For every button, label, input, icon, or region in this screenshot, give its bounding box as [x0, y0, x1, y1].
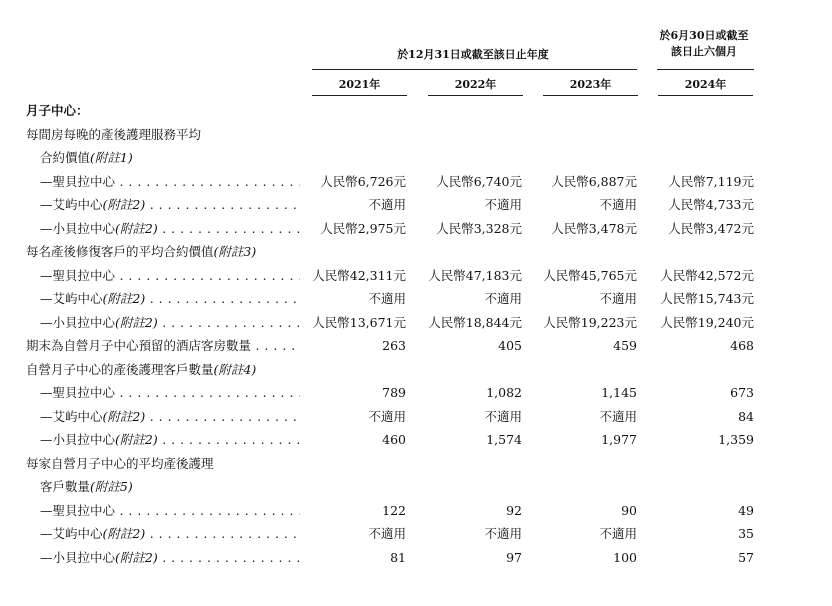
- value-cell: 人民幣15,743元: [660, 291, 754, 306]
- row-label: [40, 526, 300, 542]
- table-row: [0, 194, 832, 216]
- table-row: [0, 476, 832, 498]
- value-cell: 人民幣13,671元: [312, 314, 406, 330]
- value-cell: 673: [730, 385, 754, 400]
- footnote-ref: (附註2): [102, 197, 146, 212]
- year-2021-rule: [312, 95, 407, 96]
- row-label: [26, 362, 256, 378]
- row-label: [26, 103, 89, 119]
- table-row: [0, 147, 832, 169]
- value-cell: 不適用: [368, 408, 406, 424]
- value-cell: 90: [621, 502, 637, 518]
- table-row: [0, 171, 832, 193]
- footnote-ref: (附註2): [115, 549, 158, 565]
- value-cell: 122: [382, 502, 406, 518]
- table-row: [0, 500, 832, 522]
- row-label-text: —聖貝拉中心: [40, 173, 116, 189]
- row-label: [40, 291, 300, 307]
- value-cell: 84: [738, 408, 754, 424]
- footnote-ref: (附註4): [213, 361, 257, 377]
- row-label-text: —小貝拉中心: [40, 220, 116, 236]
- value-cell: 460: [382, 432, 406, 447]
- value-cell: 人民幣42,311元: [312, 267, 406, 283]
- annual-period-label: 於12月31日或截至該日止年度: [397, 48, 549, 61]
- value-cell: 人民幣6,887元: [551, 173, 637, 189]
- row-label-text: —艾屿中心: [40, 526, 103, 541]
- table-row: [0, 453, 832, 475]
- row-label-text: —艾屿中心: [40, 408, 103, 424]
- value-cell: 1,082: [486, 385, 522, 400]
- value-cell: 人民幣3,478元: [551, 220, 637, 236]
- row-label: [26, 338, 300, 354]
- footnote-ref: (附註3): [213, 244, 257, 259]
- row-label: [40, 315, 300, 331]
- footnote-ref: (附註2): [102, 526, 146, 541]
- row-label: [26, 456, 214, 472]
- value-cell: 1,145: [601, 385, 637, 400]
- value-cell: 人民幣19,223元: [543, 314, 637, 330]
- table-row: [0, 288, 832, 310]
- value-cell: 不適用: [599, 408, 637, 424]
- row-label-text: —聖貝拉中心: [40, 385, 116, 400]
- row-label-text: 客戶數量: [40, 479, 91, 494]
- table-row: [0, 335, 832, 357]
- value-cell: 人民幣3,472元: [668, 220, 754, 236]
- row-label: [26, 127, 201, 143]
- value-cell: 789: [382, 385, 406, 400]
- row-label: [40, 385, 300, 401]
- row-label-text: 自營月子中心的產後護理客戶數量: [26, 361, 214, 377]
- row-label-text: 期末為自營月子中心預留的酒店客房數量: [26, 338, 252, 353]
- row-label: [40, 409, 300, 425]
- table-row: [0, 547, 832, 569]
- table-row: [0, 523, 832, 545]
- row-label-text: —艾屿中心: [40, 291, 103, 306]
- row-label-text: —小貝拉中心: [40, 432, 116, 447]
- value-cell: 81: [390, 549, 406, 565]
- value-cell: 人民幣7,119元: [668, 173, 754, 189]
- row-label: [26, 244, 256, 260]
- row-label: [40, 503, 300, 519]
- row-label: [40, 479, 133, 495]
- row-label-text: —小貝拉中心: [40, 549, 116, 565]
- value-cell: 不適用: [484, 526, 522, 541]
- row-label: [40, 550, 300, 566]
- row-label: [40, 174, 300, 190]
- value-cell: 不適用: [599, 197, 637, 212]
- table-row: [0, 312, 832, 334]
- footnote-ref: (附註1): [90, 150, 133, 165]
- year-2024-header: 2024年: [684, 78, 727, 91]
- table-row: [0, 382, 832, 404]
- value-cell: 不適用: [368, 526, 406, 541]
- footnote-ref: (附註2): [115, 220, 158, 236]
- table-row: [0, 265, 832, 287]
- footnote-ref: (附註5): [90, 479, 133, 494]
- value-cell: 100: [613, 549, 637, 565]
- interim-period-label-line1: 於6月30日或截至: [659, 29, 749, 42]
- value-cell: 468: [730, 338, 754, 353]
- row-label-text: 合約價值: [40, 150, 91, 165]
- row-label-text: —小貝拉中心: [40, 314, 116, 330]
- value-cell: 不適用: [368, 197, 406, 212]
- value-cell: 人民幣6,726元: [320, 173, 406, 189]
- value-cell: 人民幣6,740元: [436, 173, 522, 189]
- row-label-text: 每間房每晚的產後護理服務平均: [26, 126, 202, 142]
- value-cell: 人民幣42,572元: [660, 267, 754, 283]
- table-row: [0, 406, 832, 428]
- value-cell: 不適用: [599, 526, 637, 541]
- value-cell: 不適用: [484, 197, 522, 212]
- value-cell: 92: [506, 502, 522, 518]
- value-cell: 人民幣18,844元: [428, 314, 522, 330]
- row-label: [40, 197, 300, 213]
- footnote-ref: (附註2): [115, 314, 158, 330]
- value-cell: 不適用: [484, 408, 522, 424]
- value-cell: 不適用: [484, 291, 522, 306]
- row-label-text: 每家自營月子中心的平均產後護理: [26, 455, 214, 471]
- row-label-text: —艾屿中心: [40, 197, 103, 212]
- footnote-ref: (附註2): [115, 432, 158, 447]
- year-2022-header: 2022年: [454, 78, 497, 91]
- value-cell: 人民幣2,975元: [320, 220, 406, 236]
- value-cell: 35: [738, 526, 754, 541]
- value-cell: 57: [738, 549, 754, 565]
- value-cell: 人民幣47,183元: [428, 267, 522, 283]
- footnote-ref: (附註2): [102, 408, 146, 424]
- table-row: [0, 124, 832, 146]
- year-2024-rule: [658, 95, 753, 96]
- value-cell: 405: [498, 338, 522, 353]
- year-2021-header: 2021年: [338, 78, 381, 91]
- row-label: [40, 221, 300, 237]
- value-cell: 不適用: [599, 291, 637, 306]
- value-cell: 人民幣19,240元: [660, 314, 754, 330]
- value-cell: 459: [613, 338, 637, 353]
- value-cell: 1,574: [486, 432, 522, 447]
- value-cell: 97: [506, 549, 522, 565]
- table-row: [0, 359, 832, 381]
- row-label-text: 月子中心：: [26, 103, 89, 118]
- table-row: [0, 100, 832, 122]
- footnote-ref: (附註2): [102, 291, 146, 306]
- value-cell: 49: [738, 502, 754, 518]
- annual-header-rule: [312, 69, 637, 70]
- table-row: [0, 218, 832, 240]
- year-2022-rule: [428, 95, 523, 96]
- value-cell: 人民幣4,733元: [668, 197, 754, 212]
- interim-period-label-line2: 該日止六個月: [671, 45, 737, 58]
- value-cell: 1,359: [718, 432, 754, 447]
- row-label-text: —聖貝拉中心: [40, 502, 116, 518]
- value-cell: 人民幣3,328元: [436, 220, 522, 236]
- row-label-text: —聖貝拉中心: [40, 267, 116, 283]
- table-row: [0, 429, 832, 451]
- row-label: [40, 268, 300, 284]
- year-2023-header: 2023年: [569, 78, 612, 91]
- value-cell: 1,977: [601, 432, 637, 447]
- row-label: [40, 432, 300, 448]
- value-cell: 263: [382, 338, 406, 353]
- table-row: [0, 241, 832, 263]
- row-label-text: 每名產後修復客戶的平均合約價值: [26, 244, 214, 259]
- value-cell: 人民幣45,765元: [543, 267, 637, 283]
- interim-header-rule: [657, 69, 754, 70]
- row-label: [40, 150, 133, 166]
- value-cell: 不適用: [368, 291, 406, 306]
- year-2023-rule: [543, 95, 638, 96]
